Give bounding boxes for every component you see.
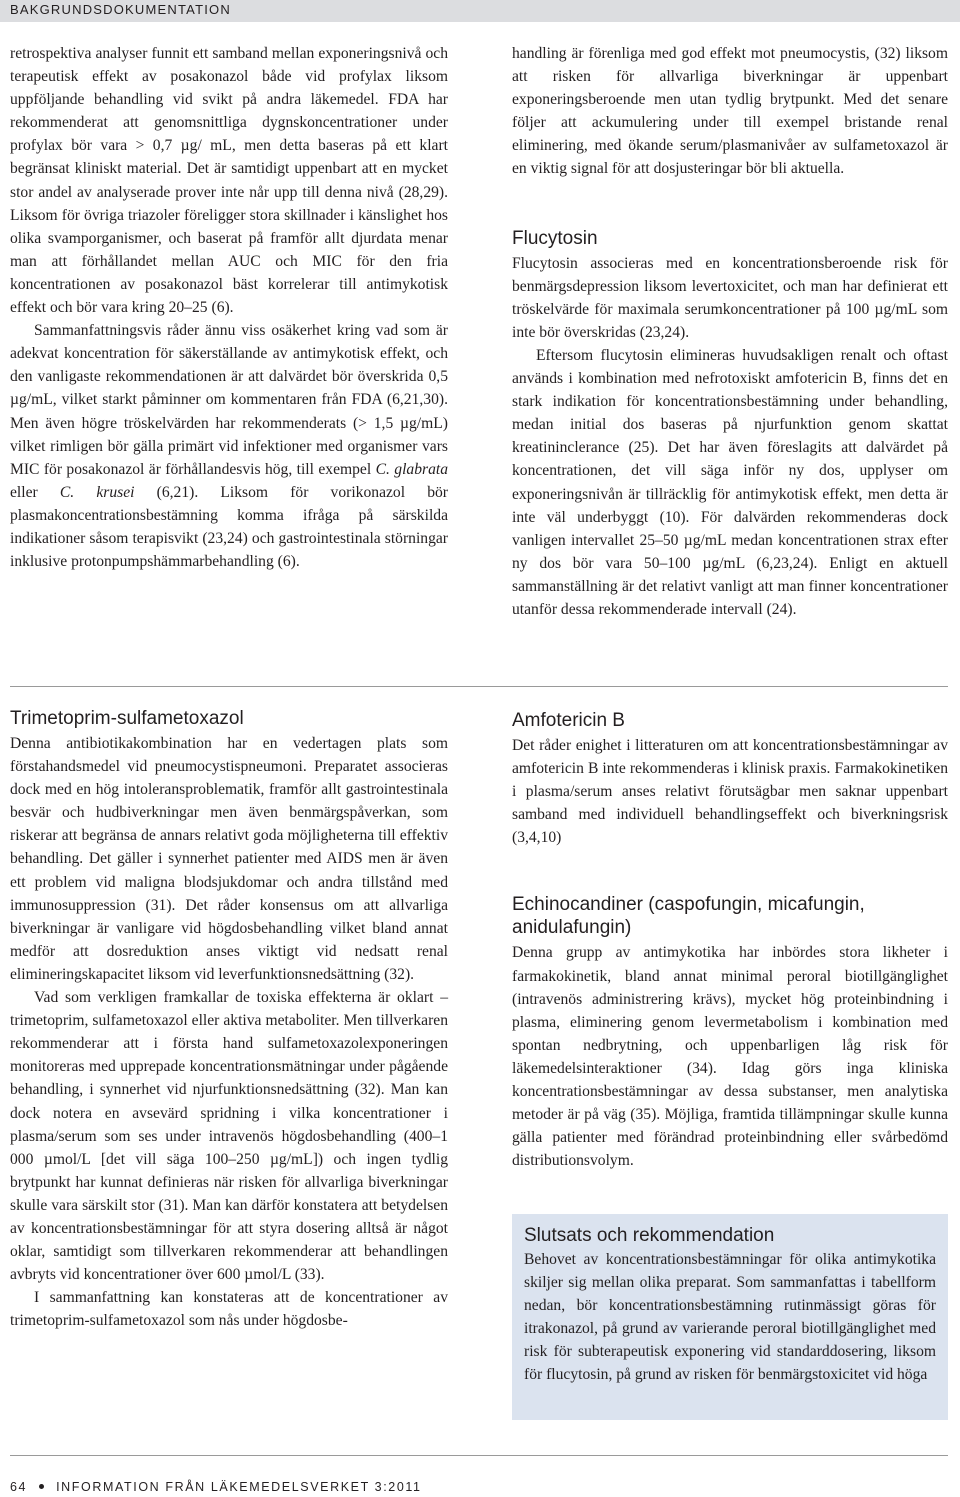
publication-title: INFORMATION FRÅN LÄKEMEDELSVERKET 3:2011 — [56, 1480, 422, 1494]
left-column-top — [10, 42, 448, 573]
paragraph-slutsats: Behovet av koncentrationsbestämningar för olika antimykotika skiljer sig mellan olika preparat. Som sammanfattas i tabellform nedan, bör koncentrationsbestämning rutinmässigt göras för itrakonazol, på grund av varierande peroral biotillgänglighet med risk för subterapeutisk exponering vid standarddosering, liksom för flucytosin, på grund av risken för benmärgstoxicitet vid höga — [524, 1251, 936, 1384]
paragraph-posakonazol-2-end: (6,21). Liksom för vorikonazol bör plasmakoncentrationsbestämning komma ifråga på särskilda indikationer såsom terapisvikt (23,24) och gastrointestinala störningar inklusive protonpumpshämmarbehandling (6). — [10, 483, 448, 571]
paragraph-posakonazol-1: retrospektiva analyser funnit ett samband mellan exponeringsnivå och terapeutisk effekt av posakonazol både vid profylax liksom uppföljande behandling vid svikt på andra läkemedel. FDA har rekommenderat att genomsnittliga dygnskoncentrationer under profylax bör vara > 0,7 µg/ mL, men detta baseras på ett klart begränsat kliniskt material. Det är samtidigt uppenbart att en mycket stor andel av analyserade prover inte når upp till denna nivå (28,29). Liksom för övriga triazoler föreligger stora skillnader i känslighet hos olika svamporganismer, och baserat på framför allt djurdata menar man att förhållandet mellan AUC och MIC för den fria koncentrationen av posakonazol bäst korrelerar till antimykotisk effekt och bör vara kring 20–25 (6). — [10, 45, 448, 317]
page-footer — [10, 1480, 422, 1494]
species-connector: eller — [10, 483, 60, 501]
species-glabrata: C. glabrata — [375, 460, 449, 478]
heading-flucytosin: Flucytosin — [512, 227, 598, 249]
paragraph-echinocandiner: Denna grupp av antimykotika har inbördes stora likheter i farmakokinetik, bland annat minimal peroral biotillgänglighet (intravenös administrering krävs), mycket hög proteinbindning i plasma, eliminering genom levermetabolism i kombination med spontan nedbrytning, och uppenbarligen låg risk för läkemedelsinteraktioner (34). Idag görs inga kliniska koncentrationsbestämningar av dessa substanser, men analytiska metoder är på väg (35). Möjliga, framtida tillämpningar skulle kunna gälla patienter med förändrad proteinbindning eller svårbedömd distributionsvolym. — [512, 944, 948, 1170]
paragraph-flucytosin-1: Flucytosin associeras med en koncentrationsberoende risk för benmärgsdepression liksom levertoxicitet, och man har definierat ett tröskelvärde för maximala serumkoncentrationer på 100 µg/mL som inte bör överskridas (23,24). — [512, 254, 948, 341]
paragraph-posakonazol-2-text: Sammanfattningsvis råder ännu viss osäkerhet kring vad som är adekvat koncentration för säkerställande av antimykotisk effekt, och den vanligaste rekommendationen är att dalvärdet bör överskrida 0,5 µg/mL, vilket starkt påminner om kommentaren från FDA (6,21,30). Men även högre tröskelvärden har rekommenderats (> 1,5 µg/mL) vilket rimligen bör gälla primärt vid infektioner med organismer vars MIC för posakonazol är förhållandesvis hög, till exempel — [10, 322, 448, 478]
section-title: BAKGRUNDSDOKUMENTATION — [10, 2, 231, 17]
right-column-top — [512, 42, 948, 621]
section-divider — [10, 686, 948, 687]
summary-box — [512, 1214, 948, 1420]
paragraph-flucytosin-2: Eftersom flucytosin elimineras huvudsakligen renalt och oftast används i kombination med nefrotoxiskt amfotericin B, finns det en stark indikation för koncentrationsbestämning under behandling, medan initial dos baseras på njurfunktion genom skattat kreatininclerance (25). Det har även föreslagits att dalvärdet på koncentrationen, det vill säga inför ny dos, upplyser om exponeringsnivån är tillräcklig för antimykotisk effekt, men detta är inte väl underbyggt (10). För dalvärden rekommenderas dock vanligen intervallet 25–50 µg/mL medan koncentrationen strax efter ny dos bör vara 50–100 µg/mL (6,23,24). Enligt en aktuell sammanställning är det relativt vanligt att man finner koncentrationer utanför dessa rekommenderade intervall (24). — [512, 346, 948, 618]
bullet-separator — [39, 1484, 44, 1489]
species-krusei: C. krusei — [59, 483, 135, 501]
paragraph-tmp-smx-1: Denna antibiotikakombination har en vedertagen plats som förstahandsmedel vid pneumocystispneumoni. Preparatet associeras dock med en hög intoleransproblematik, framför allt gastrointestinala besvär och hudbiverkningar men även benmärgspåverkan, som riskerar att begränsa de annars relativt goda möjligheterna till effektiv behandling. Det gäller i synnerhet patienter med AIDS men är även ett problem vid maligna blodsjukdomar och andra tillstånd med immunosuppression (31). Det råder konsensus om att allvarliga biverkningar är vanligare vid högdosbehandling vilket bland annat medför att dosreduktion anses viktigt vid nedsatt renal elimineringskapacitet liksom vid leverfunktionsnedsättning (32). — [10, 735, 448, 983]
left-column-bottom — [10, 707, 448, 1332]
footer-divider — [10, 1455, 948, 1456]
page-number: 64 — [10, 1480, 28, 1494]
paragraph-tmp-smx-3: I sammanfattning kan konstateras att de koncentrationer av trimetoprim-sulfametoxazol som nås under högdosbe- — [10, 1289, 448, 1330]
paragraph-pneumocystis: handling är förenliga med god effekt mot pneumocystis, (32) liksom att risken för allvarliga biverkningar är uppenbart exponeringsberoende men utan tydlig brytpunkt. Med det senare följer att ackumulering under till exempel bristande renal eliminering, med ökande serum/plasmanivåer av sulfametoxazol är en viktig signal för att dosjusteringar bör bli aktuella. — [512, 45, 948, 178]
section-header-bar — [0, 0, 960, 22]
paragraph-tmp-smx-2: Vad som verkligen framkallar de toxiska effekterna är oklart – trimetoprim, sulfametoxazol eller aktiva metaboliter. Men tillverkaren rekommenderar att i första hand sulfametoxazolexponeringen monitoreras med upprepade koncentrationsmätningar under pågående behandling, i synnerhet vid njurfunktionsnedsättning (32). Man kan dock notera en avsevärd spridning i vilka koncentrationer i plasma/serum som ses under intravenös högdosbehandling (400–1 000 µmol/L [det vill säga 100–250 µg/mL]) och ingen tydlig brytpunkt har kunnat definieras när risken för allvarliga biverkningar skulle vara särskilt stor (31). Man kan därför konstatera att betydelsen av koncentrationsbestämningar för att styra dosering alltså är något oklar, samtidigt som tillverkaren rekommenderar att behandlingen avbryts vid koncentrationer över 600 µmol/L (33). — [10, 989, 448, 1284]
paragraph-posakonazol-2 — [10, 319, 448, 573]
heading-trimetoprim-sulfametoxazol: Trimetoprim-sulfametoxazol — [10, 708, 244, 729]
paragraph-amfotericin-b: Det råder enighet i litteraturen om att koncentrationsbestämningar av amfotericin B inte rekommenderas i klinisk praxis. Farmakokinetiken i plasma/serum anses relativt förutsägbar men saknar uppenbart samband med individuell behandlingseffekt och biverkningsrisk (3,4,10) — [512, 737, 948, 847]
heading-amfotericin-b: Amfotericin B — [512, 710, 625, 731]
heading-slutsats: Slutsats och rekommendation — [524, 1225, 775, 1246]
heading-echinocandiner: Echinocandiner (caspofungin, micafungin, anidulafungin) — [512, 894, 865, 939]
right-column-bottom — [512, 709, 948, 1172]
